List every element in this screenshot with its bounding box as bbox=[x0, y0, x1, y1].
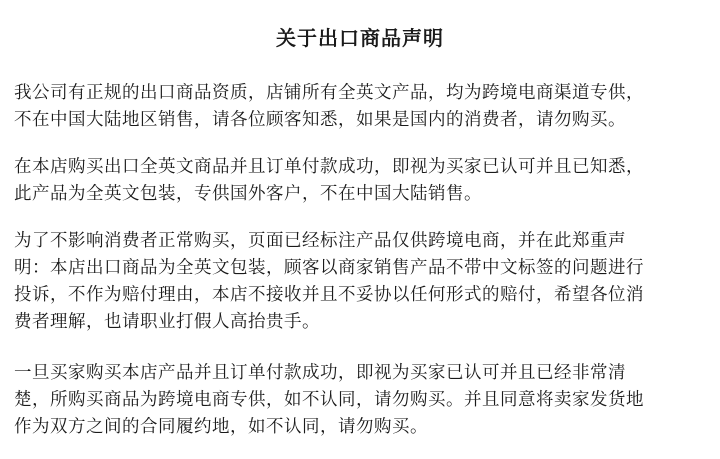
paragraph-line: 投诉，不作为赔付理由，本店不接收并且不妥协以任何形式的赔付，希望各位消 bbox=[14, 285, 644, 305]
paragraph-line: 为了不影响消费者正常购买，页面已经标注产品仅供跨境电商，并在此郑重声 bbox=[14, 231, 626, 251]
paragraph-line: 费者理解，也请职业打假人高抬贵手。 bbox=[14, 312, 320, 332]
paragraph-contract-location bbox=[14, 360, 706, 441]
paragraph-line: 明：本店出口商品为全英文包装，顾客以商家销售产品不带中文标签的问题进行 bbox=[14, 258, 644, 278]
paragraph-line: 楚，所购买商品为跨境电商专供，如不认同，请勿购买。并且同意将卖家发货地 bbox=[14, 390, 644, 410]
paragraph-no-compensation bbox=[14, 228, 706, 336]
paragraph-line: 在本店购买出口全英文商品并且订单付款成功，即视为买家已认可并且已知悉， bbox=[14, 157, 644, 177]
page-title: 关于出口商品声明 bbox=[276, 26, 444, 50]
paragraph-purchase-acknowledgement bbox=[14, 154, 706, 208]
paragraph-line: 我公司有正规的出口商品资质，店铺所有全英文产品，均为跨境电商渠道专供， bbox=[14, 83, 644, 103]
paragraph-qualification bbox=[14, 80, 706, 134]
paragraph-line: 此产品为全英文包装，专供国外客户，不在中国大陆销售。 bbox=[14, 184, 482, 204]
paragraph-line: 不在中国大陆地区销售，请各位顾客知悉，如果是国内的消费者，请勿购买。 bbox=[14, 110, 626, 130]
paragraph-line: 作为双方之间的合同履约地，如不认同，请勿购买。 bbox=[14, 417, 428, 437]
paragraph-line: 一旦买家购买本店产品并且订单付款成功，即视为买家已认可并且已经非常清 bbox=[14, 363, 626, 383]
